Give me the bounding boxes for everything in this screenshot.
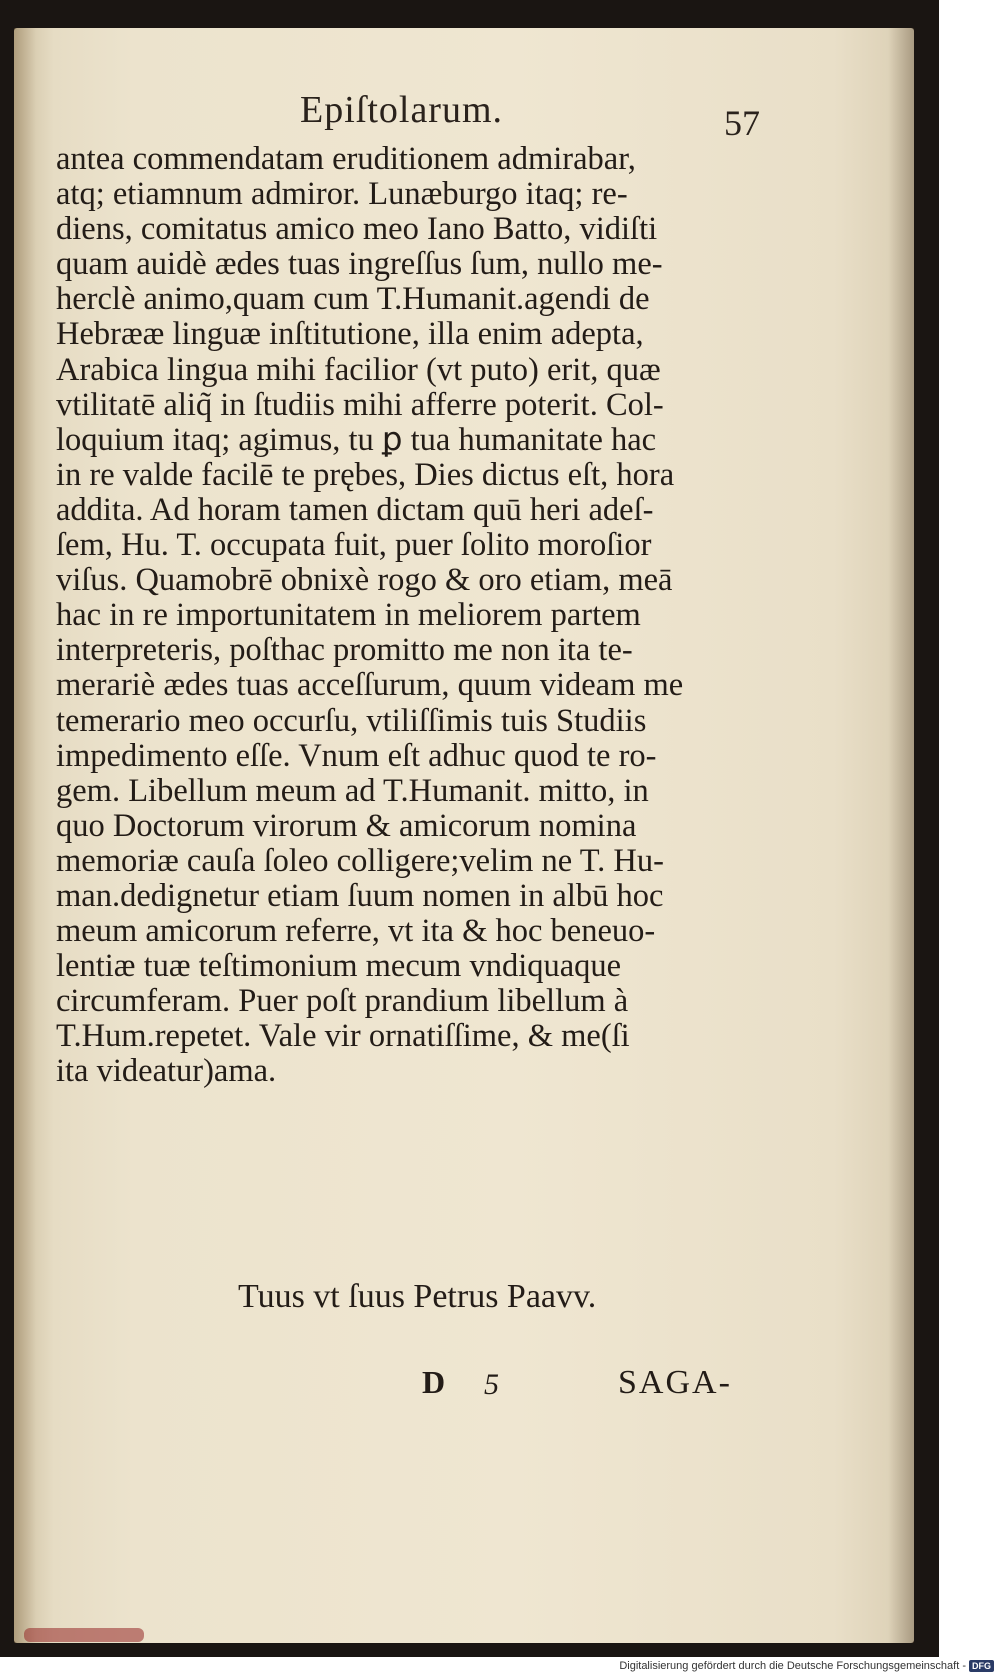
catchword: SAGA- [618, 1364, 732, 1401]
signature-mark: D [422, 1364, 448, 1400]
text-line: atq; etiamnum admiror. Lunæburgo itaq; re- [56, 176, 628, 213]
text-line: gem. Libellum meum ad T.Humanit. mitto, in [56, 772, 649, 809]
dfg-logo: DFG [969, 1660, 994, 1672]
signature-mark-number: 5 [484, 1368, 499, 1401]
text-line: in re valde facilē te prębes, Dies dictus eſt, hora [56, 456, 675, 493]
text-line: diens, comitatus amico meo Iano Batto, vidiſti [56, 211, 658, 248]
text-line: interpreteris, poſthac promitto me non ita te- [56, 632, 633, 669]
text-line: quam auidè ædes tuas ingreſſus ſum, nullo me- [56, 246, 663, 283]
text-line: ita videatur)ama. [56, 1053, 277, 1090]
text-line: addita. Ad horam tamen dictam quū heri adeſ- [56, 491, 654, 528]
red-edge-stain [24, 1628, 144, 1642]
text-line: antea commendatam eruditionem admirabar, [56, 141, 636, 177]
text-line: vtilitatē aliq̃ in ſtudiis mihi afferre poterit. Col- [56, 386, 664, 423]
running-head: Epiſtolarum. [300, 89, 504, 131]
digitization-credit [619, 1660, 994, 1672]
text-line: quo Doctorum virorum & amicorum nomina [56, 807, 637, 844]
text-line: impedimento eſſe. Vnum eſt adhuc quod te ro- [56, 737, 657, 774]
text-line: lentiæ tuæ teſtimonium mecum vndiquaque [56, 948, 622, 985]
text-line: Arabica lingua mihi facilior (vt puto) erit, quæ [56, 351, 661, 388]
text-line: ſem, Hu. T. occupata fuit, puer ſolito moroſior [56, 527, 652, 564]
text-line: meum amicorum referre, vt ita & hoc beneuo- [56, 913, 656, 950]
credit-text: Digitalisierung gefördert durch die Deutsche Forschungsgemeinschaft - [619, 1660, 966, 1672]
text-line: hac in re importunitatem in meliorem partem [56, 597, 641, 634]
text-line: temerario meo occurſu, vtiliſſimis tuis Studiis [56, 702, 647, 739]
text-line: T.Hum.repetet. Vale vir ornatiſſime, & me(ſi [56, 1018, 630, 1055]
text-line: circumferam. Puer poſt prandium libellum à [56, 983, 629, 1020]
letter-signature: Tuus vt ſuus Petrus Paavv. [238, 1278, 597, 1315]
page-edge-shadow [888, 28, 914, 1643]
letter-body [56, 142, 768, 1090]
text-line: Hebrææ linguæ inſtitutione, illa enim adepta, [56, 316, 644, 353]
text-line: memoriæ cauſa ſoleo colligere;velim ne T. Hu- [56, 842, 664, 879]
text-line: herclè animo,quam cum T.Humanit.agendi de [56, 281, 650, 318]
text-line: man.dedignetur etiam ſuum nomen in albū hoc [56, 877, 664, 914]
page-number: 57 [724, 103, 760, 143]
text-line: loquium itaq; agimus, tu ꝑ tua humanitate hac [56, 421, 657, 458]
text-line: viſus. Quamobrē obnixè rogo & oro etiam, meā [56, 562, 673, 599]
text-line: merariè ædes tuas acceſſurum, quum videam me [56, 667, 684, 704]
